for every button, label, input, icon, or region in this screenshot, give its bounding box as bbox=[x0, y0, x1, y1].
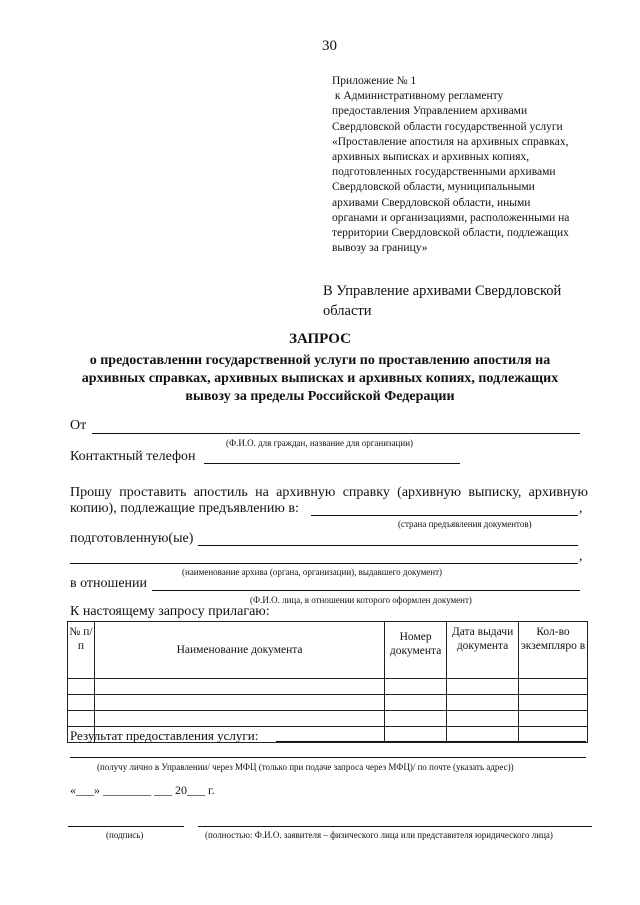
from-label: От bbox=[70, 418, 87, 433]
subtitle-line: архивных справках, архивных выписках и архивных копиях, подлежащих bbox=[81, 371, 559, 386]
col-header-issue-date: Дата выдачи документа bbox=[447, 622, 519, 679]
full-name-hint: (полностью: Ф.И.О. заявителя – физического лица или представителя юридического лица) bbox=[205, 830, 553, 840]
prepared-field-2[interactable] bbox=[70, 563, 578, 564]
table-cell[interactable] bbox=[519, 695, 588, 711]
signature-field[interactable] bbox=[68, 826, 184, 827]
result-field[interactable] bbox=[276, 741, 586, 742]
full-name-field[interactable] bbox=[198, 826, 592, 827]
person-hint: (Ф.И.О. лица, в отношении которого оформлен документ) bbox=[250, 595, 472, 605]
subtitle-line: вывозу за пределы Российской Федерации bbox=[185, 389, 455, 404]
table-row bbox=[68, 679, 588, 695]
appendix-line: органами и организациями, расположенными на bbox=[332, 211, 570, 224]
table-cell[interactable] bbox=[94, 679, 384, 695]
date-line[interactable]: «___» ________ ___ 20___ г. bbox=[70, 783, 215, 797]
request-word: проставить bbox=[119, 485, 187, 500]
table-header-row bbox=[68, 622, 588, 679]
request-word: (архивную bbox=[397, 485, 462, 500]
request-line-1 bbox=[70, 485, 588, 501]
col-header-name: Наименование документа bbox=[94, 622, 384, 679]
col-header-doc-number: Номер документа bbox=[385, 622, 447, 679]
col-header-number: № п/п bbox=[68, 622, 95, 679]
phone-label: Контактный телефон bbox=[70, 449, 196, 464]
appendix-line: архивами Свердловской области, иными bbox=[332, 196, 531, 209]
appendix-line: к Административному регламенту bbox=[332, 90, 504, 103]
addressee bbox=[323, 281, 561, 321]
table-cell[interactable] bbox=[519, 679, 588, 695]
addressee-line: области bbox=[323, 303, 372, 319]
request-word: архивную bbox=[528, 485, 588, 500]
appendix-line: подготовленных государственными архивами bbox=[332, 166, 556, 179]
comma: , bbox=[579, 501, 583, 516]
request-word: на bbox=[255, 485, 269, 500]
table-cell[interactable] bbox=[447, 679, 519, 695]
from-field[interactable] bbox=[92, 433, 580, 434]
table-row bbox=[68, 695, 588, 711]
appendix-line: архивных выписках и архивных копиях, bbox=[332, 151, 530, 164]
appendix-line: предоставления Управлением архивами bbox=[332, 105, 528, 118]
result-label: Результат предоставления услуги: bbox=[70, 728, 259, 743]
table-cell[interactable] bbox=[519, 711, 588, 727]
appendix-line: вывозу за границу» bbox=[332, 242, 428, 255]
table-cell[interactable] bbox=[68, 711, 95, 727]
table-cell[interactable] bbox=[68, 679, 95, 695]
table-cell[interactable] bbox=[68, 695, 95, 711]
request-word: архивную bbox=[276, 485, 336, 500]
request-word: выписку, bbox=[468, 485, 522, 500]
signature-hint: (подпись) bbox=[106, 830, 144, 840]
appendix-line: «Проставление апостиля на архивных справках, bbox=[332, 135, 569, 148]
documents-table bbox=[67, 621, 588, 743]
prepared-field[interactable] bbox=[198, 545, 578, 546]
request-line-2: копию), подлежащие предъявлению в: bbox=[70, 501, 299, 516]
appendix-line: Приложение № 1 bbox=[332, 75, 417, 87]
table-cell[interactable] bbox=[94, 695, 384, 711]
prepared-label: подготовленную(ые) bbox=[70, 531, 194, 546]
appendix-line: территории Свердловской области, подлежащих bbox=[332, 227, 569, 240]
addressee-line: В Управление архивами Свердловской bbox=[323, 283, 562, 299]
table-cell[interactable] bbox=[385, 695, 447, 711]
request-word: справку bbox=[342, 485, 390, 500]
regarding-field[interactable] bbox=[152, 590, 580, 591]
table-row bbox=[68, 711, 588, 727]
country-field[interactable] bbox=[311, 515, 578, 516]
request-word: Прошу bbox=[70, 485, 112, 500]
appendix-line: Свердловской области, муниципальными bbox=[332, 181, 535, 194]
from-hint: (Ф.И.О. для граждан, название для организации) bbox=[226, 438, 414, 448]
table-cell[interactable] bbox=[447, 711, 519, 727]
comma: , bbox=[579, 549, 583, 564]
phone-field[interactable] bbox=[204, 463, 460, 464]
table-cell[interactable] bbox=[385, 711, 447, 727]
page-number: 30 bbox=[322, 38, 337, 54]
country-hint: (страна предъявления документов) bbox=[398, 519, 532, 529]
regarding-label: в отношении bbox=[70, 576, 148, 591]
request-word: апостиль bbox=[193, 485, 248, 500]
col-header-copies: Кол-во экземпляро в bbox=[519, 622, 588, 679]
attach-label: К настоящему запросу прилагаю: bbox=[70, 604, 270, 619]
document-title: ЗАПРОС bbox=[289, 331, 351, 347]
result-field-2[interactable] bbox=[70, 757, 586, 758]
table-cell[interactable] bbox=[94, 711, 384, 727]
archive-hint: (наименование архива (органа, организации), выдавшего документ) bbox=[182, 567, 443, 577]
subtitle-line: о предоставлении государственной услуги по проставлению апостиля на bbox=[89, 353, 551, 368]
result-hint: (получу лично в Управлении/ через МФЦ (только при подаче запроса через МФЦ)/ по почте (указать адрес)) bbox=[97, 762, 514, 772]
document-subtitle bbox=[0, 352, 640, 406]
table-cell[interactable] bbox=[385, 679, 447, 695]
appendix-line: Свердловской области государственной услуги bbox=[332, 120, 563, 133]
appendix-note bbox=[332, 74, 569, 256]
table-cell[interactable] bbox=[447, 695, 519, 711]
